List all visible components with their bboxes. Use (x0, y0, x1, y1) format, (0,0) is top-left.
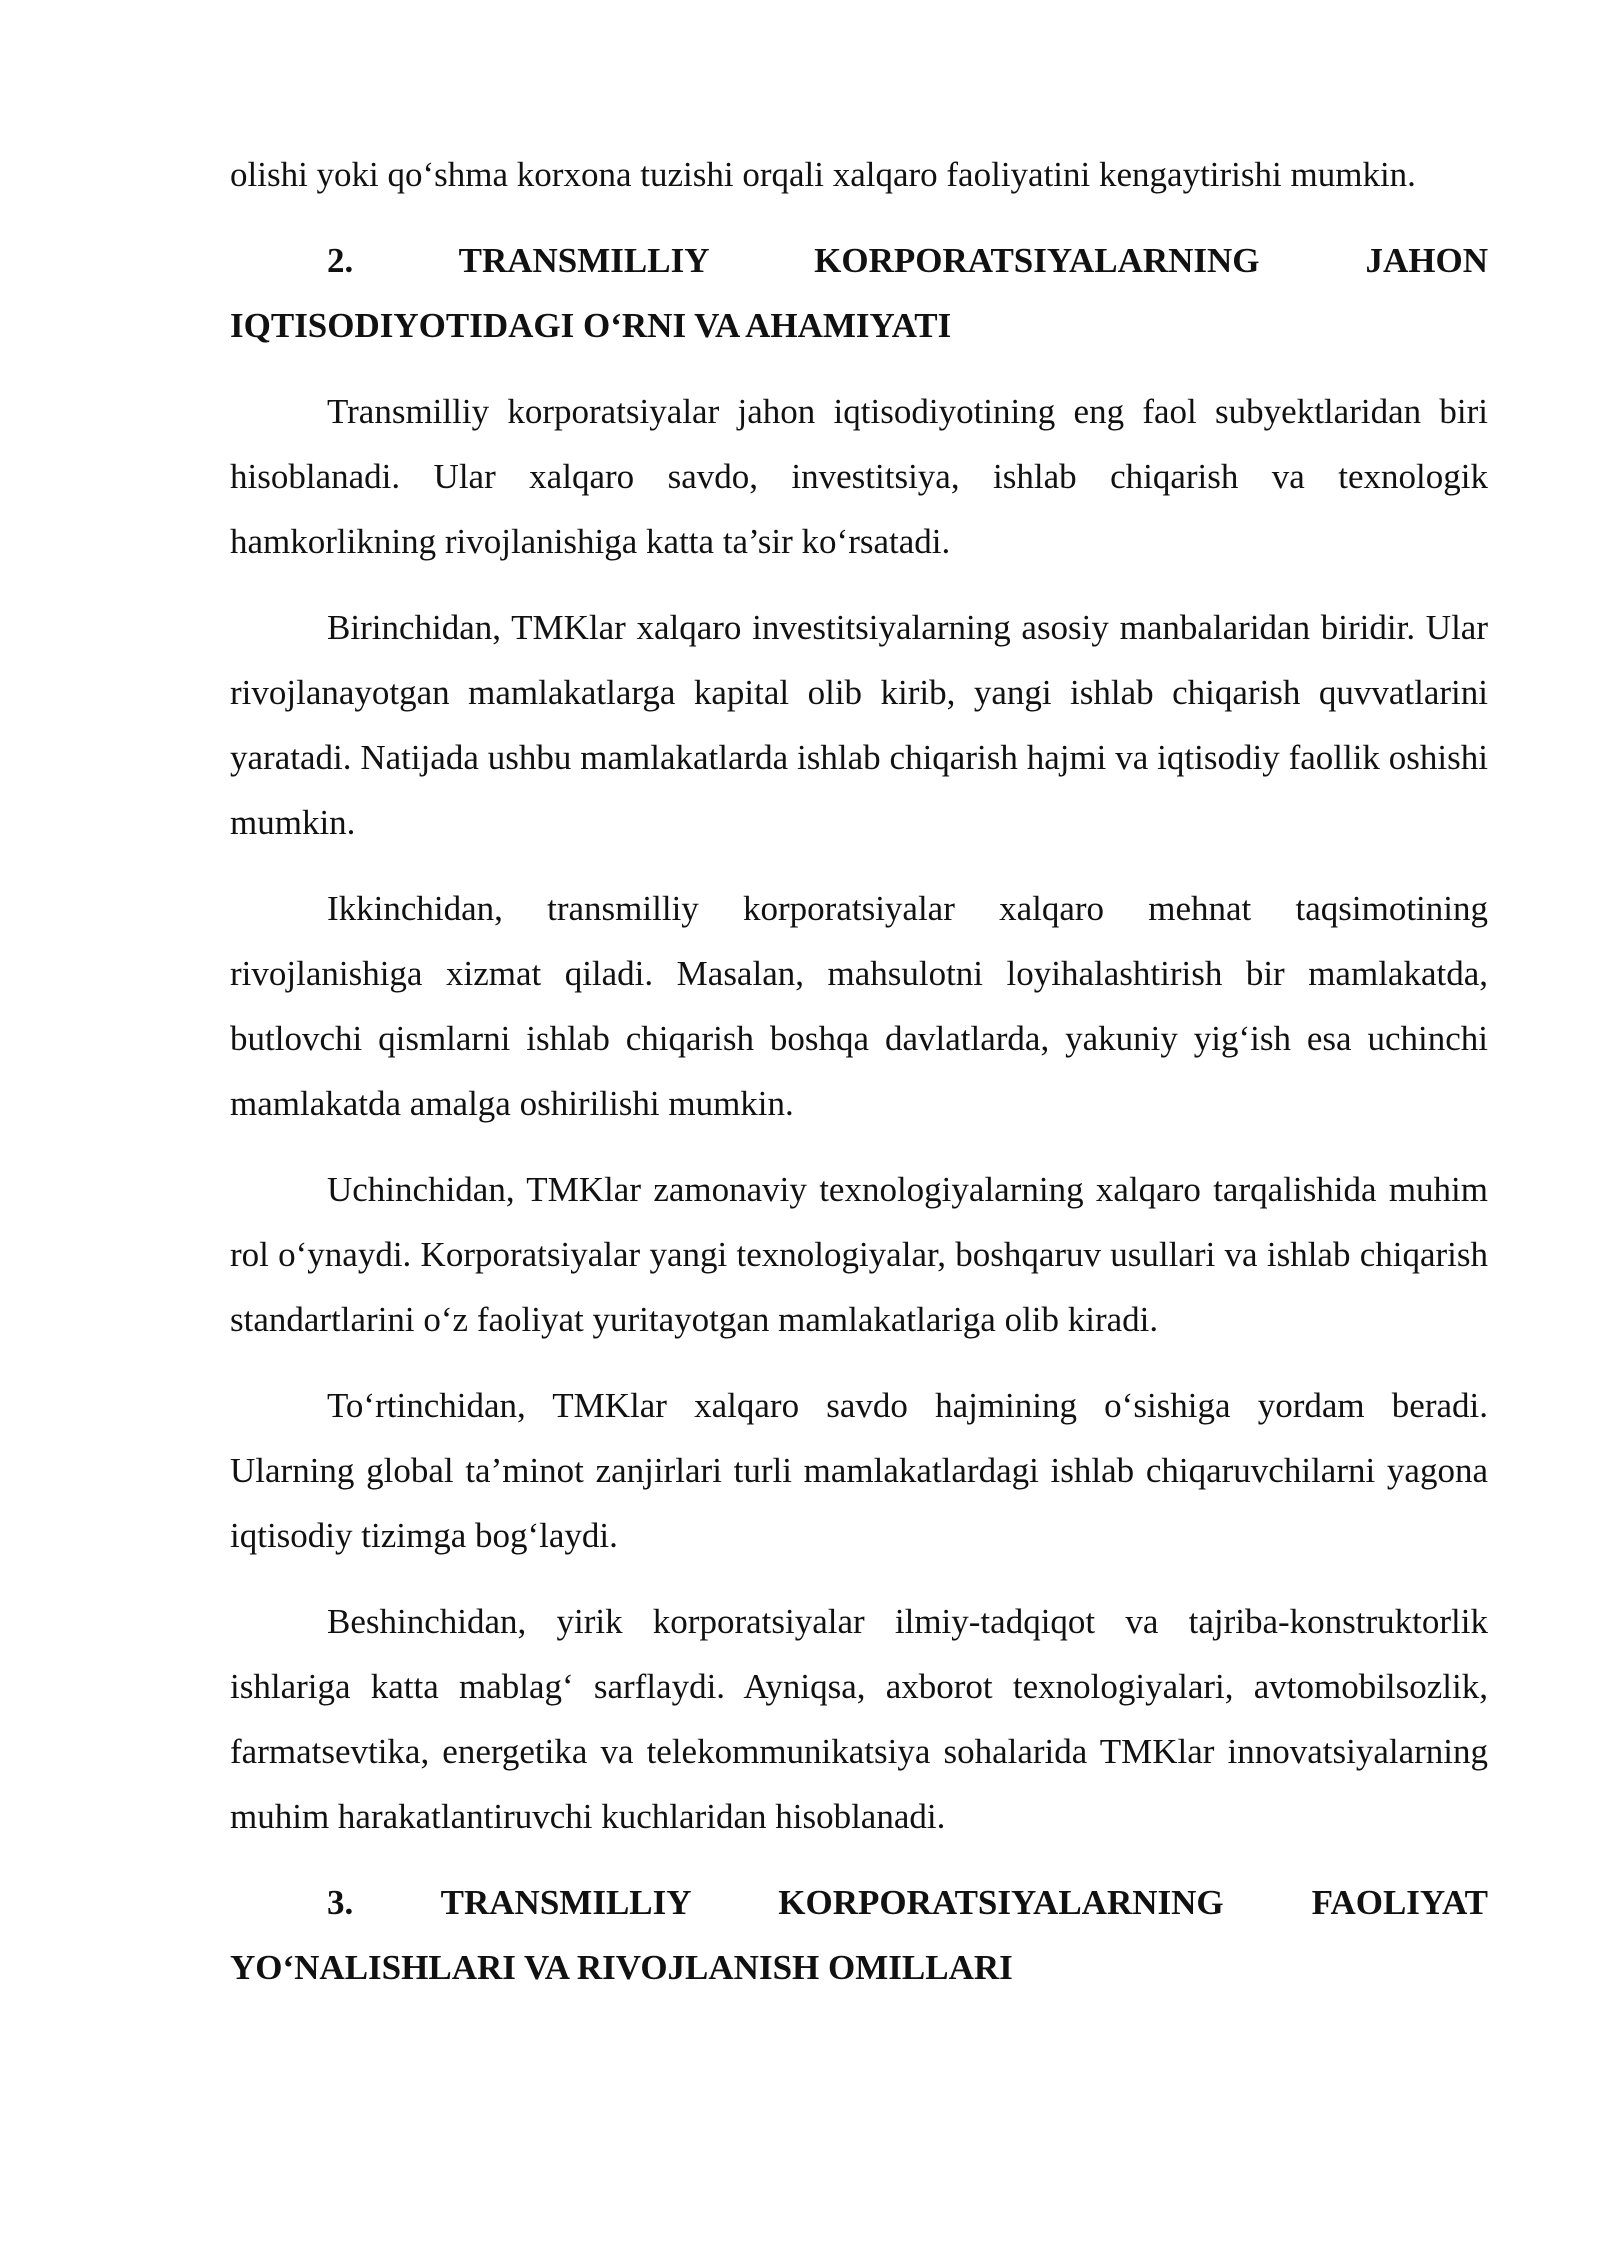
section-2-paragraph-1: Transmilliy korporatsiyalar jahon iqtisodiyotining eng faol subyektlaridan biri hisoblanadi. Ular xalqaro savdo, investitsiya, ishlab chiqarish va texnologik hamkorlikning rivojlanishiga katta ta’sir ko‘rsatadi. (230, 392, 1488, 561)
section-2-paragraph-4: Uchinchidan, TMKlar zamonaviy texnologiyalarning xalqaro tarqalishida muhim rol o‘ynaydi. Korporatsiyalar yangi texnologiyalar, boshqaruv usullari va ishlab chiqarish standartlarini o‘z faoliyat yuritayotgan mamlakatlariga olib kiradi. (230, 1170, 1488, 1339)
section-2-paragraph-6: Beshinchidan, yirik korporatsiyalar ilmiy-tadqiqot va tajriba-konstruktorlik ishlariga katta mablag‘ sarflaydi. Ayniqsa, axborot texnologiyalari, avtomobilsozlik, farmatsevtika, energetika va telekommunikatsiya sohalarida TMKlar innovatsiyalarning muhim harakatlantiruvchi kuchlaridan hisoblanadi. (230, 1602, 1488, 1836)
section-2-heading: 2. TRANSMILLIY KORPORATSIYALARNING JAHON IQTISODIYOTIDAGI O‘RNI VA AHAMIYATI (230, 241, 1488, 345)
section-2-paragraph-3: Ikkinchidan, transmilliy korporatsiyalar xalqaro mehnat taqsimotining rivojlanishiga xizmat qiladi. Masalan, mahsulotni loyihalashtirish bir mamlakatda, butlovchi qismlarni ishlab chiqarish boshqa davlatlarda, yakuniy yig‘ish esa uchinchi mamlakatda amalga oshirilishi mumkin. (230, 889, 1488, 1123)
intro-continuation-paragraph: olishi yoki qo‘shma korxona tuzishi orqali xalqaro faoliyatini kengaytirishi mumkin. (230, 155, 1416, 194)
section-3-heading: 3. TRANSMILLIY KORPORATSIYALARNING FAOLIYAT YO‘NALISHLARI VA RIVOJLANISH OMILLARI (230, 1883, 1488, 1987)
document-page (230, 142, 1488, 2021)
section-2-paragraph-5: To‘rtinchidan, TMKlar xalqaro savdo hajmining o‘sishiga yordam beradi. Ularning global ta’minot zanjirlari turli mamlakatlardagi ishlab chiqaruvchilarni yagona iqtisodiy tizimga bog‘laydi. (230, 1386, 1488, 1555)
section-2-paragraph-2: Birinchidan, TMKlar xalqaro investitsiyalarning asosiy manbalaridan biridir. Ular rivojlanayotgan mamlakatlarga kapital olib kirib, yangi ishlab chiqarish quvvatlarini yaratadi. Natijada ushbu mamlakatlarda ishlab chiqarish hajmi va iqtisodiy faollik oshishi mumkin. (230, 608, 1488, 842)
